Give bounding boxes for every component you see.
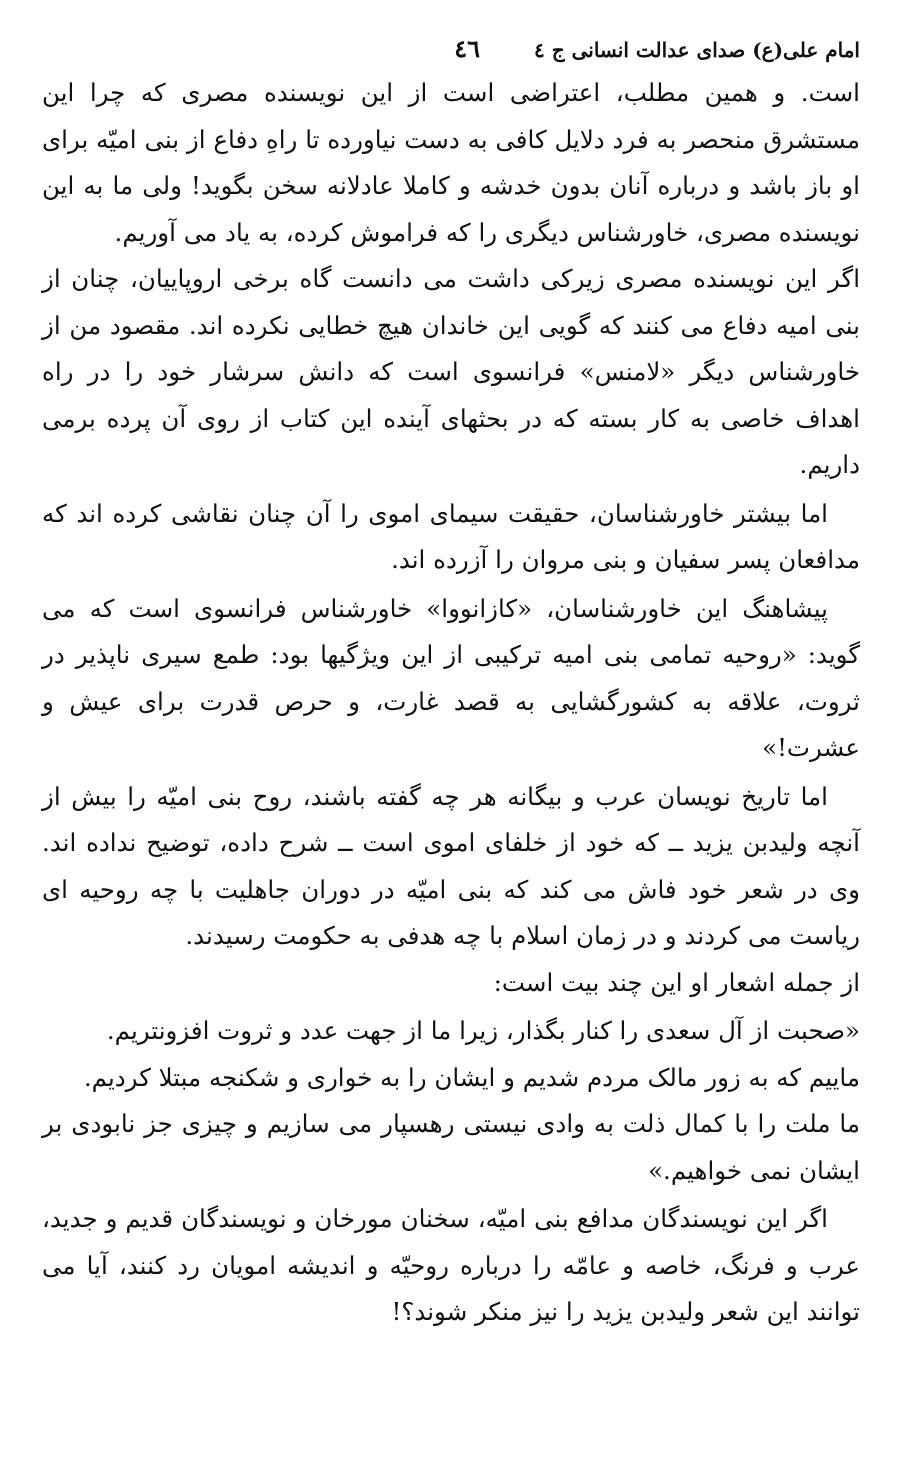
page-number: ٤٦ bbox=[454, 34, 480, 63]
page-header bbox=[42, 30, 860, 70]
poem-line: «صحبت از آل سعدی را کنار بگذار، زیرا ما از جهت عدد و ثروت افزونتریم. bbox=[106, 1016, 860, 1045]
paragraph: است. و همین مطلب، اعتراضی است از این نویسنده مصری که چرا این مستشرق منحصر به فرد دلایل کافی به دست نیاورده تا راهِ دفاع از بنی امیّه برای او باز باشد و درباره آنان بدون خدشه و کاملا عادلانه سخن بگوید! ولی ما به این نویسنده مصری، خاورشناس دیگری را که فراموش کرده، به یاد می آوریم. bbox=[42, 78, 860, 247]
paragraph: اما بیشتر خاورشناسان، حقیقت سیمای اموی را آن چنان نقاشی کرده اند که مدافعان پسر سفیان و بنی مروان را آزرده اند. bbox=[42, 498, 860, 574]
paragraph: اگر این نویسندگان مدافع بنی امیّه، سخنان مورخان و نویسندگان قدیم و جدید، عرب و فرنگ، خاصه و عامّه را درباره روحیّه و اندیشه امویان رد کنند، آیا می توانند این شعر ولیدبن یزید را نیز منکر شوند؟! bbox=[42, 1204, 860, 1326]
paragraph: اگر این نویسنده مصری زیرکی داشت می دانست گاه برخی اروپاییان، چنان از بنی امیه دفاع می کنند که گویی این خاندان هیچ خطایی نکرده اند. مقصود من از خاورشناس دیگر «لامنس» فرانسوی است که دانش سرشار خود را در راه اهداف خاصی به کار بسته که در بحثهای آینده این کتاب از روی آن پرده برمی داریم. bbox=[42, 264, 860, 479]
paragraph: از جمله اشعار او این چند بیت است: bbox=[493, 967, 860, 997]
paragraph: اما تاریخ نویسان عرب و بیگانه هر چه گفته باشند، روح بنی امیّه را بیش از آنچه ولیدبن یزید ــ که خود از خلفای اموی است ــ شرح داده، توضیح نداده اند. وی در شعر خود فاش می کند که بنی امیّه در دوران جاهلیت با چه روحیه ای ریاست می کردند و در زمان اسلام با چه هدفی به حکومت رسیدند. bbox=[42, 781, 860, 950]
body-text bbox=[42, 70, 860, 1336]
document-page bbox=[42, 30, 860, 1336]
paragraph: پیشاهنگ این خاورشناسان، «کازانووا» خاورشناس فرانسوی است که می گوید: «روحیه تمامی بنی امیه ترکیبی از این ویژگیها بود: طمع سیری ناپذیر در ثروت، علاقه به کشورگشایی به قصد غارت، و حرص قدرت برای عیش و عشرت!» bbox=[42, 593, 860, 762]
poem-line: ماییم که به زور مالک مردم شدیم و ایشان را به خواری و شکنجه مبتلا کردیم. bbox=[83, 1062, 860, 1092]
poem-line: ما ملت را با کمال ذلت به وادی نیستی رهسپار می سازیم و چیزی جز نابودی بر ایشان نمی خواهیم.» bbox=[42, 1109, 860, 1185]
running-title: امام علی(ع) صدای عدالت انسانی ج ٤ bbox=[534, 38, 860, 62]
